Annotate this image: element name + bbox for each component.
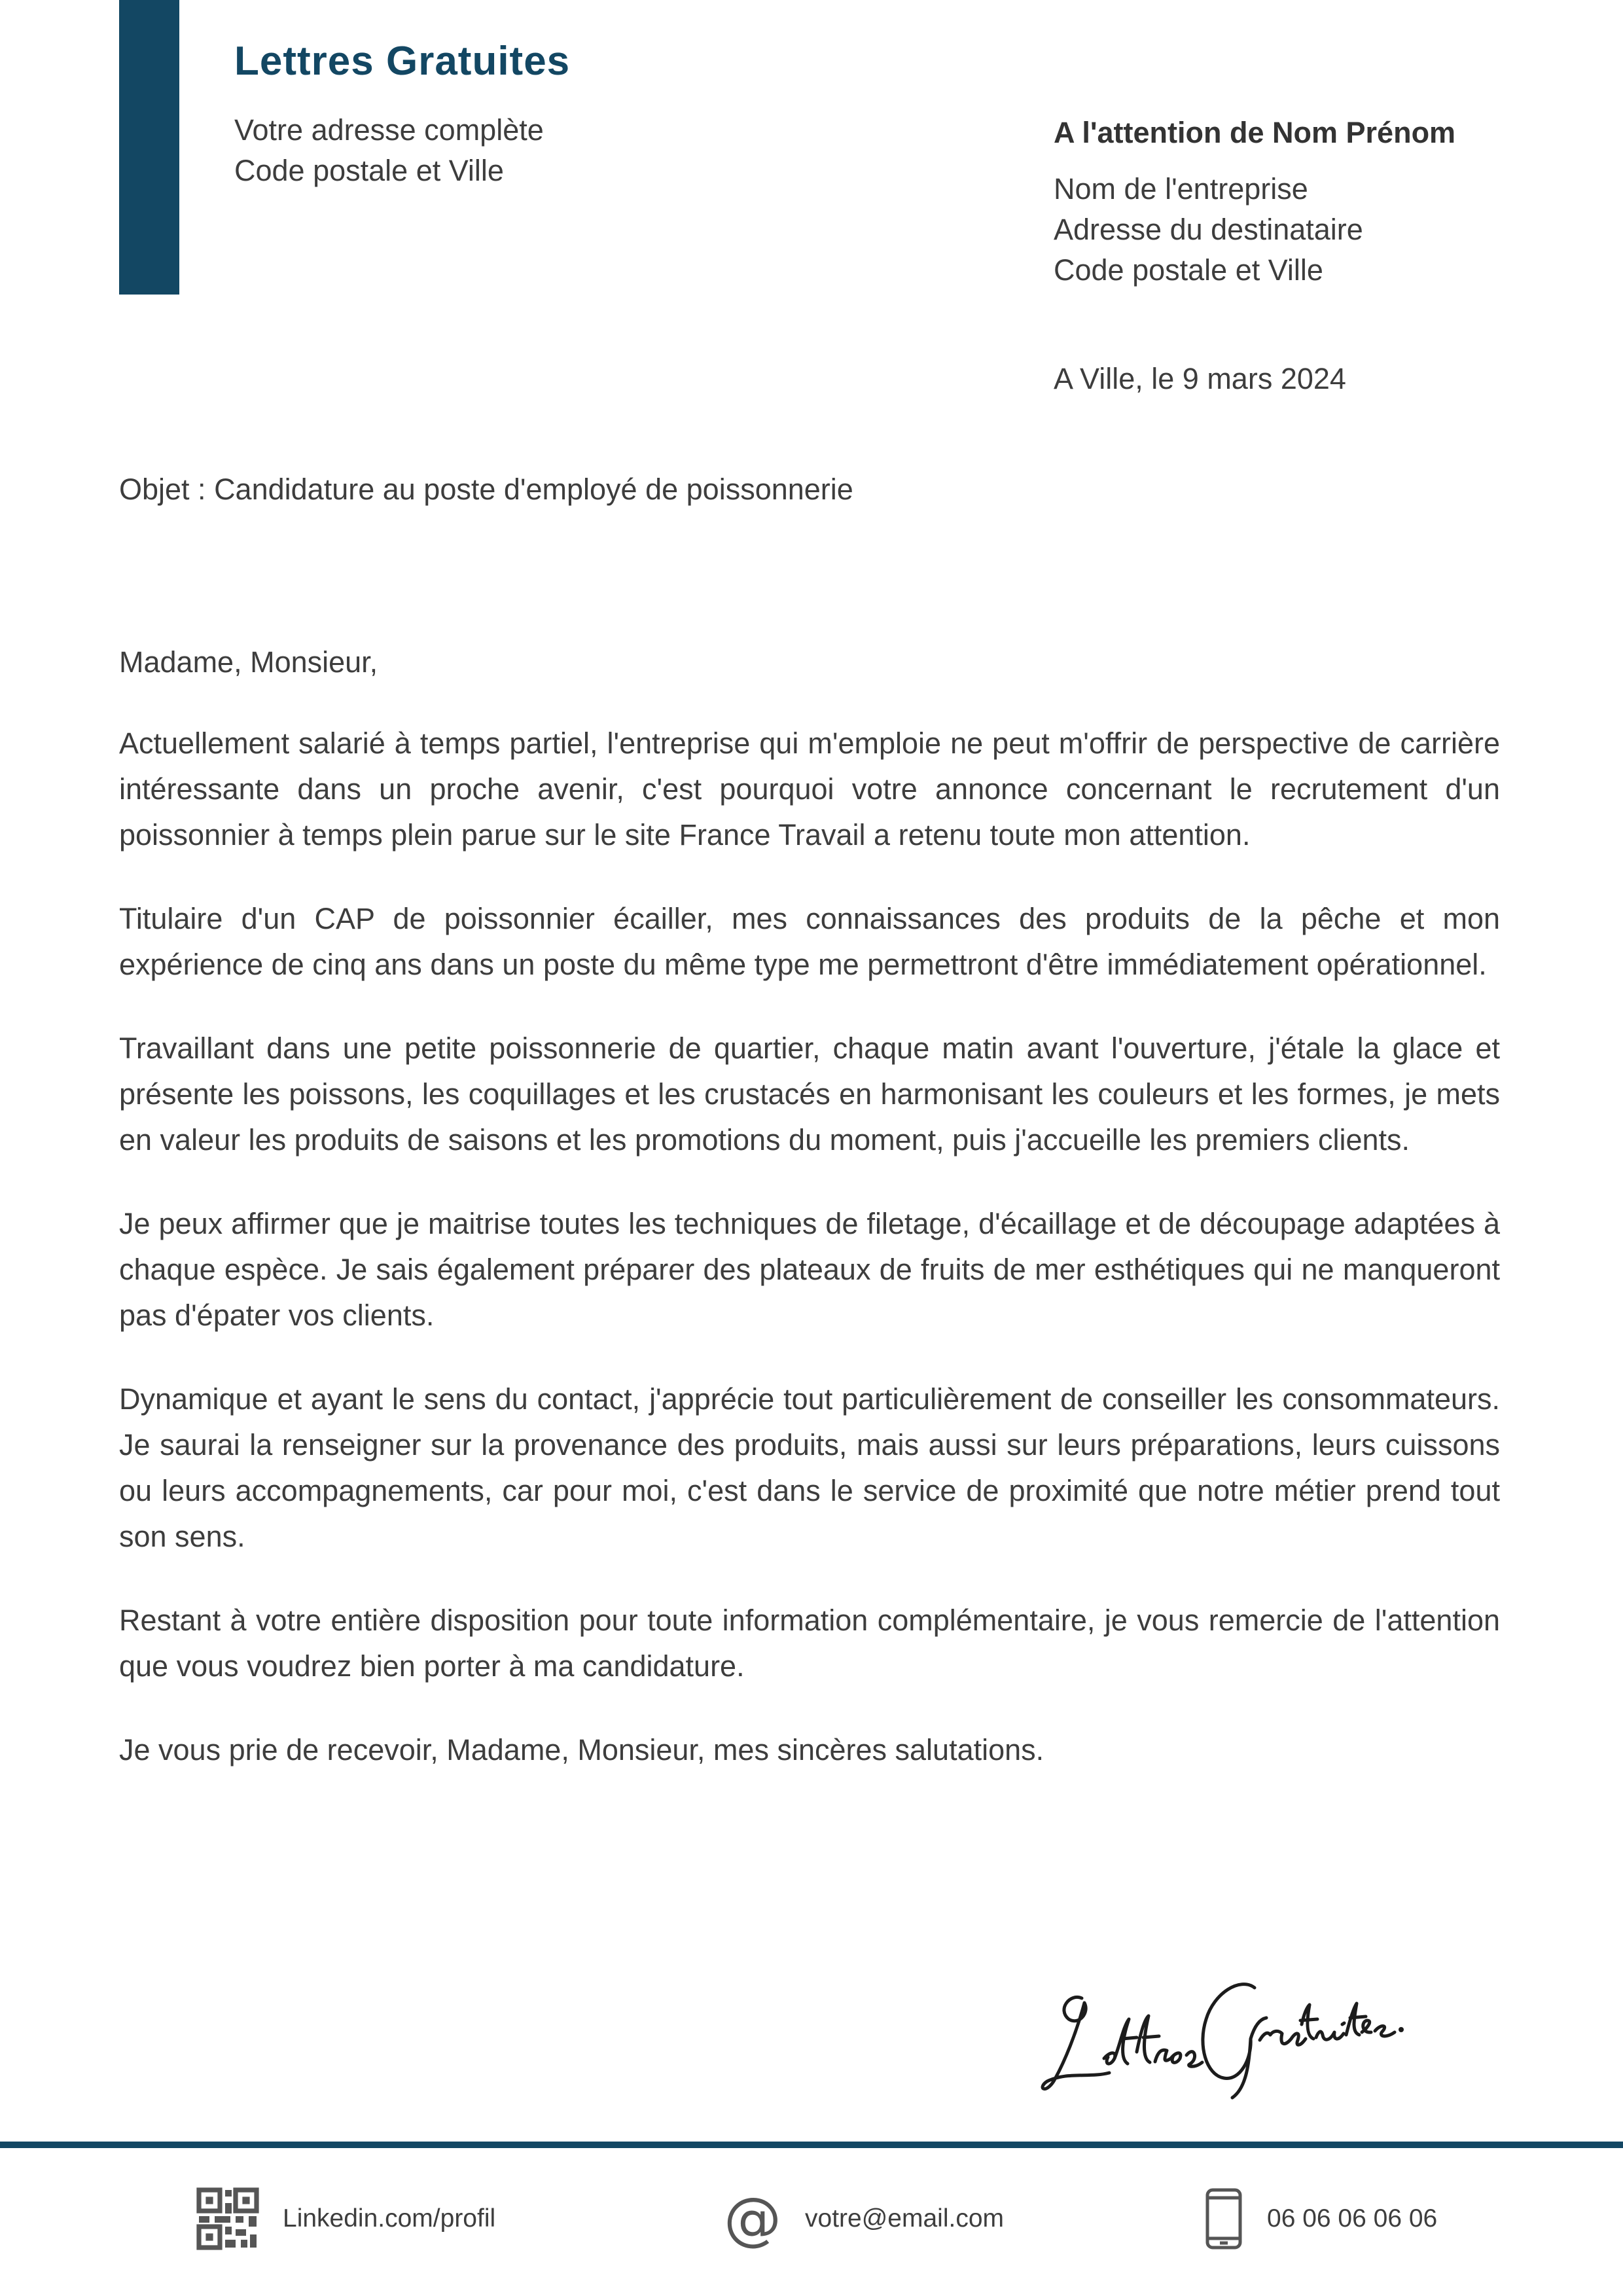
recipient-city: Code postale et Ville [1054, 253, 1323, 287]
at-sign-icon: @ [724, 2185, 781, 2252]
letter-object: Objet : Candidature au poste d'employé de poissonnerie [119, 473, 853, 506]
footer-email-text: votre@email.com [805, 2204, 1005, 2233]
handwritten-signature [1031, 1947, 1410, 2104]
salutation: Madame, Monsieur, [119, 645, 378, 679]
sender-address [234, 110, 544, 191]
footer-linkedin-text: Linkedin.com/profil [283, 2204, 496, 2233]
recipient-block [1054, 113, 1455, 291]
sender-name: Lettres Gratuites [234, 39, 571, 84]
sender-address-line1: Votre adresse complète [234, 113, 544, 147]
body-paragraph: Je peux affirmer que je maitrise toutes les techniques de filetage, d'écaillage et de découpage adaptées à chaque espèce. Je sais également préparer des plateaux de fruits de mer esthétiques qui ne manqueront pas d'épater vos clients. [119, 1207, 1500, 1332]
footer-phone-text: 06 06 06 06 06 [1267, 2204, 1438, 2233]
body-paragraph: Restant à votre entière disposition pour toute information complémentaire, je vous remercie de l'attention que vous voudrez bien porter à ma candidature. [119, 1604, 1500, 1683]
body-paragraph: Titulaire d'un CAP de poissonnier écailler, mes connaissances des produits de la pêche et mon expérience de cinq ans dans un poste du même type me permettront d'être immédiatement opérationnel. [119, 902, 1500, 981]
footer-divider [0, 2142, 1623, 2148]
smartphone-icon [1204, 2187, 1243, 2250]
body-paragraph: Travaillant dans une petite poissonnerie de quartier, chaque matin avant l'ouverture, j'étale la glace et présente les poissons, les coquillages et les crustacés en harmonisant les couleurs et les formes, je mets en valeur les produits de saisons et les promotions du moment, puis j'accueille les premiers clients. [119, 1031, 1500, 1157]
letter-body [119, 639, 1500, 1811]
closing-formula: Je vous prie de recevoir, Madame, Monsieur, mes sincères salutations. [119, 1733, 1044, 1767]
recipient-attention: A l'attention de Nom Prénom [1054, 116, 1456, 149]
letter-date: A Ville, le 9 mars 2024 [1054, 362, 1346, 395]
footer-linkedin [196, 2186, 495, 2251]
header-accent-bar [119, 0, 179, 295]
body-paragraph: Dynamique et ayant le sens du contact, j'apprécie tout particulièrement de conseiller les consommateurs. Je saurai la renseigner sur la provenance des produits, mais aussi sur leurs préparations, leurs cuissons ou leurs accompagnements, car pour moi, c'est dans le service de proximité que notre métier prend tout son sens. [119, 1382, 1500, 1553]
footer-email [724, 2186, 1004, 2251]
recipient-company: Nom de l'entreprise [1054, 172, 1308, 206]
sender-address-line2: Code postale et Ville [234, 154, 504, 187]
recipient-address: Adresse du destinataire [1054, 213, 1363, 246]
qr-code-icon [196, 2187, 259, 2250]
body-paragraph: Actuellement salarié à temps partiel, l'entreprise qui m'emploie ne peut m'offrir de perspective de carrière intéressante dans un proche avenir, c'est pourquoi votre annonce concernant le recrutement d'un poissonnier à temps plein parue sur le site France Travail a retenu toute mon attention. [119, 726, 1500, 852]
footer-phone [1204, 2186, 1437, 2251]
